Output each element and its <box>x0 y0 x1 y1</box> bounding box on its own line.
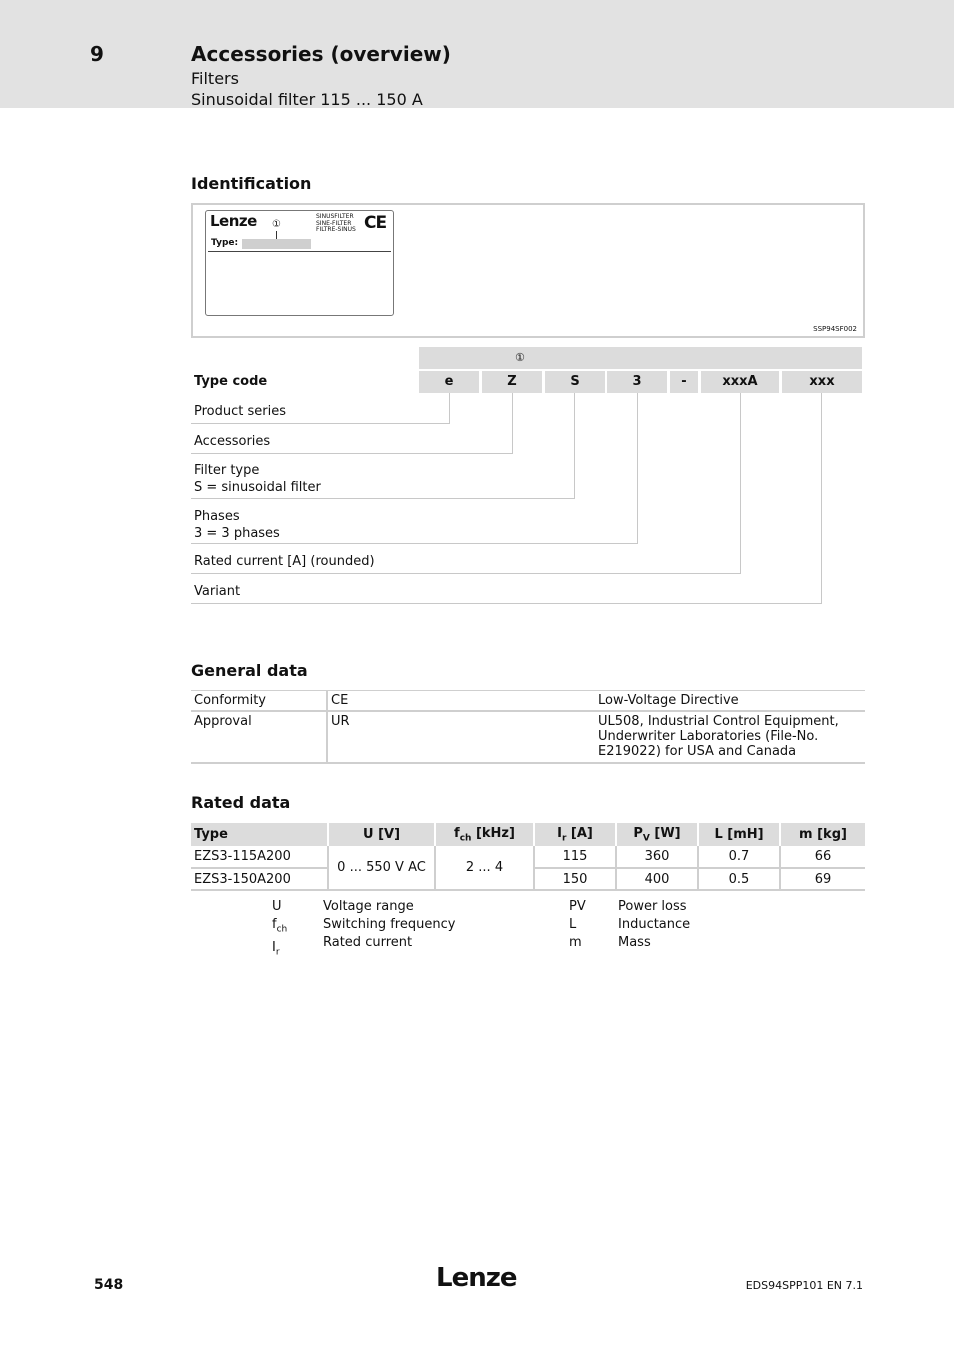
general-data-table <box>191 690 865 764</box>
leader-line <box>191 543 638 544</box>
cell-type: EZS3-115A200 <box>191 846 328 868</box>
type-code-cell: 3 <box>607 371 667 393</box>
leader-line <box>191 498 575 499</box>
type-code-cell: S <box>545 371 605 393</box>
leader-line <box>449 393 450 424</box>
column-header-frequency: $f_{ch}$ [kHz] <box>435 823 534 846</box>
nameplate-figure <box>191 203 865 338</box>
cell-current: 115 <box>534 846 616 868</box>
nameplate-divider <box>208 251 391 252</box>
nameplate-sine-text: SINUSFILTER SINE-FILTER FILTRE-SINUS <box>316 213 356 233</box>
subtitle-sinusoidal-filter: Sinusoidal filter 115 ... 150 A <box>191 90 423 109</box>
type-code-cell: - <box>670 371 698 393</box>
type-code-cell: Z <box>482 371 542 393</box>
column-header-power-loss: $P_V$ [W] <box>616 823 698 846</box>
type-code-cell: xxxA <box>701 371 779 393</box>
type-code-row-product-series: Product series <box>194 404 286 419</box>
chapter-number: 9 <box>90 42 104 66</box>
general-data-heading: General data <box>191 661 308 680</box>
table-header-row <box>191 823 865 846</box>
type-code-row-rated-current: Rated current [A] (rounded) <box>194 554 375 569</box>
nameplate-type-field <box>242 239 311 249</box>
general-data-cell: UL508, Industrial Control Equipment, Underwriter Laboratories (File-No. E219022) for USA and Canada <box>598 714 839 759</box>
column-header-current: $I_r$ [A] <box>534 823 616 846</box>
general-data-cell: UR <box>331 714 350 729</box>
leader-line <box>191 573 741 574</box>
cell-inductance: 0.7 <box>698 846 780 868</box>
cell-frequency: 2 ... 4 <box>435 846 534 890</box>
column-header-voltage: U [V] <box>328 823 435 846</box>
table-row <box>191 711 865 763</box>
type-code-cell: e <box>419 371 479 393</box>
nameplate <box>205 210 394 316</box>
general-data-cell: Approval <box>191 711 327 763</box>
table-row <box>191 846 865 868</box>
nameplate-logo: Lenze <box>210 212 257 230</box>
type-code-row-accessories: Accessories <box>194 434 271 449</box>
legend-description: Power loss <box>618 899 687 914</box>
cell-type: EZS3-150A200 <box>191 868 328 890</box>
general-data-cell: CE <box>331 693 349 708</box>
type-code-marker-bar <box>419 347 862 369</box>
cell-mass: 66 <box>780 846 865 868</box>
table-row <box>191 691 865 712</box>
legend-description: Voltage range <box>323 899 414 914</box>
legend-symbol: m <box>569 935 582 950</box>
leader-line <box>191 603 822 604</box>
identification-heading: Identification <box>191 174 312 193</box>
leader-line <box>637 393 638 544</box>
rated-data-heading: Rated data <box>191 793 291 812</box>
legend-description: Inductance <box>618 917 691 932</box>
legend-description: Rated current <box>323 935 413 950</box>
ce-mark-icon: CE <box>364 213 387 233</box>
column-header-mass: m [kg] <box>780 823 865 846</box>
legend-description: Switching frequency <box>323 917 456 932</box>
leader-line <box>574 393 575 499</box>
legend-symbol: PV <box>569 899 586 914</box>
legend-symbol: $f_{ch}$ <box>272 917 288 935</box>
page-number: 548 <box>94 1277 124 1293</box>
header-band <box>0 0 954 108</box>
column-header-type: Type <box>191 823 328 846</box>
cell-power-loss: 400 <box>616 868 698 890</box>
legend-description: Mass <box>618 935 651 950</box>
leader-line <box>821 393 822 604</box>
lenze-logo: Lenze <box>436 1263 517 1293</box>
nameplate-type-label: Type: <box>211 238 239 248</box>
type-code-cell: xxx <box>782 371 862 393</box>
cell-voltage: 0 ... 550 V AC <box>328 846 435 890</box>
general-data-cell: Low-Voltage Directive <box>598 693 739 708</box>
cell-inductance: 0.5 <box>698 868 780 890</box>
subtitle-filters: Filters <box>191 69 239 88</box>
cell-mass: 69 <box>780 868 865 890</box>
type-code-row-filter-type: Filter type S = sinusoidal filter <box>194 463 321 495</box>
figure-code: SSP94SF002 <box>813 325 857 333</box>
type-code-row-variant: Variant <box>194 584 241 599</box>
general-data-cell: Conformity <box>191 691 327 712</box>
cell-power-loss: 360 <box>616 846 698 868</box>
chapter-title: Accessories (overview) <box>191 42 451 66</box>
legend-symbols-right <box>569 898 586 952</box>
legend-symbol: L <box>569 917 577 932</box>
legend-symbols-left <box>272 898 287 961</box>
column-header-inductance: L [mH] <box>698 823 780 846</box>
cell-current: 150 <box>534 868 616 890</box>
type-code-row-phases: Phases 3 = 3 phases <box>194 509 280 541</box>
document-id: EDS94SPP101 EN 7.1 <box>745 1279 863 1292</box>
leader-line <box>740 393 741 574</box>
type-code-label: Type code <box>194 374 268 389</box>
rated-data-table <box>191 823 865 891</box>
legend-symbol: $I_r$ <box>272 939 280 958</box>
leader-line <box>512 393 513 454</box>
leader-line <box>191 423 450 424</box>
nameplate-marker: ① <box>272 219 281 230</box>
legend-descriptions-right <box>618 898 690 952</box>
leader-line <box>191 453 513 454</box>
legend-symbol: U <box>272 899 282 914</box>
type-code-marker: ① <box>515 351 525 364</box>
legend-descriptions-left <box>323 898 455 952</box>
